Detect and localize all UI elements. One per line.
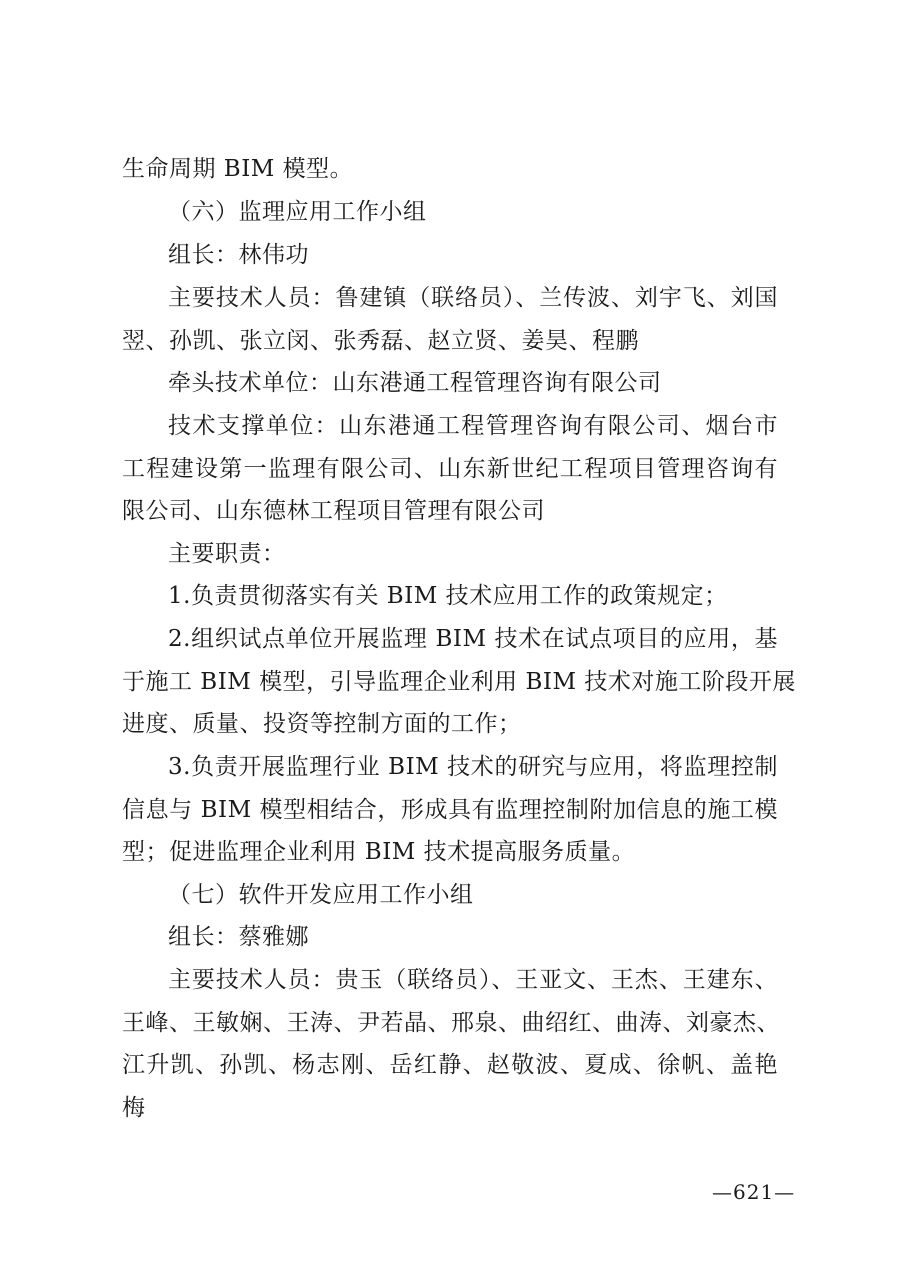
body-line: 工程建设第一监理有限公司、山东新世纪工程项目管理咨询有 — [122, 456, 778, 482]
body-line: 主要职责： — [168, 541, 286, 567]
body-line: 王峰、王敏娴、王涛、尹若晶、邢泉、曲绍红、曲涛、刘豪杰、 — [122, 1010, 780, 1036]
body-line: 于施工 BIM 模型，引导监理企业利用 BIM 技术对施工阶段开展 — [122, 669, 796, 695]
page-number: —621— — [712, 1180, 796, 1204]
body-line: 江升凯、孙凯、杨志刚、岳红静、赵敬波、夏成、徐帆、盖艳 — [122, 1052, 778, 1078]
section-heading: （七）软件开发应用工作小组 — [168, 882, 474, 908]
list-item: 1.负责贯彻落实有关 BIM 技术应用工作的政策规定； — [168, 583, 728, 609]
group-leader-line: 组长：林伟功 — [168, 242, 309, 268]
group-leader-line: 组长：蔡雅娜 — [168, 924, 309, 950]
body-line: 翌、孙凯、张立闵、张秀磊、赵立贤、姜昊、程鹏 — [122, 328, 639, 354]
body-line: 型；促进监理企业利用 BIM 技术提高服务质量。 — [122, 839, 636, 865]
section-heading: （六）监理应用工作小组 — [168, 199, 427, 225]
body-line: 技术支撑单位：山东港通工程管理咨询有限公司、烟台市 — [168, 413, 778, 439]
body-line: 梅 — [122, 1095, 146, 1121]
body-line: 牵头技术单位：山东港通工程管理咨询有限公司 — [168, 370, 662, 396]
body-line: 限公司、山东德林工程项目管理有限公司 — [122, 498, 545, 524]
body-line: 进度、质量、投资等控制方面的工作； — [122, 711, 522, 737]
body-line: 主要技术人员：贵玉（联络员）、王亚文、王杰、王建东、 — [168, 967, 778, 993]
list-item: 2.组织试点单位开展监理 BIM 技术在试点项目的应用，基 — [168, 626, 778, 652]
body-line: 主要技术人员：鲁建镇（联络员）、兰传波、刘宇飞、刘国 — [168, 285, 778, 311]
body-line: 信息与 BIM 模型相结合，形成具有监理控制附加信息的施工模 — [122, 797, 778, 823]
list-item: 3.负责开展监理行业 BIM 技术的研究与应用，将监理控制 — [168, 754, 778, 780]
body-line: 生命周期 BIM 模型。 — [122, 156, 354, 182]
